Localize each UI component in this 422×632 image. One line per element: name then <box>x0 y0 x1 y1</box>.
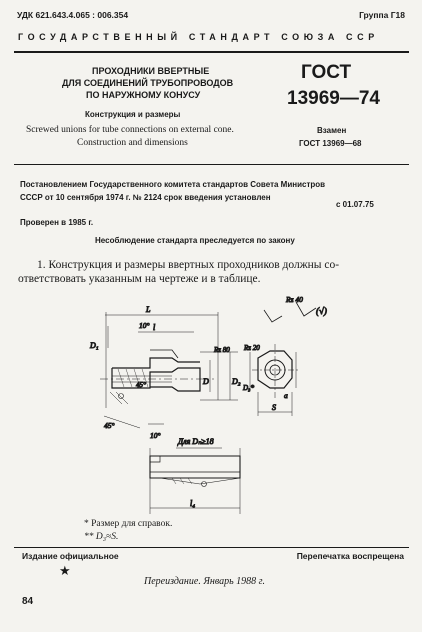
star-mark: ★ <box>59 563 71 578</box>
title-en-2: Construction and dimensions <box>77 138 188 148</box>
title-ru-2: ДЛЯ СОЕДИНЕНИЙ ТРУБОПРОВОДОВ <box>62 78 234 88</box>
dim-D1: D₁ <box>90 341 99 350</box>
dim-D: D <box>203 377 209 386</box>
dim-a: a <box>284 391 288 400</box>
replaces-label: Взамен <box>317 126 347 135</box>
dim-D3: D₃* <box>243 384 254 392</box>
reprint-prohibited: Перепечатка воспрещена <box>296 551 404 561</box>
title-en-1: Screwed unions for tube connections on external cone. <box>26 125 234 135</box>
roughness-80: Rz 80 <box>214 346 230 354</box>
roughness-40: Rz 40 <box>286 295 303 304</box>
angle-10-top: 10° <box>139 321 150 330</box>
udk-code: УДК 621.643.4.065 : 006.354 <box>17 10 129 20</box>
paragraph-1-line-2: ответствовать указанным на чертеже и в таблице. <box>18 273 261 285</box>
dim-S: S <box>272 403 276 412</box>
decree-line-1: Постановлением Государственного комитета стандартов Совета Министров <box>20 180 326 189</box>
replaces-standard: ГОСТ 13969—68 <box>299 139 362 148</box>
paragraph-1-line-1: 1. Конструкция и размеры ввертных проходников должны со- <box>37 259 340 271</box>
effective-date: с 01.07.75 <box>336 200 374 209</box>
end-view <box>250 302 316 416</box>
angle-45: 45° <box>136 381 146 389</box>
standard-banner: ГОСУДАРСТВЕННЫЙ СТАНДАРТ СОЮЗА ССР <box>18 32 379 42</box>
angle-45-bottom: 45° <box>104 421 115 430</box>
checked-year: Проверен в 1985 г. <box>20 218 94 227</box>
group-code: Группа Г18 <box>359 10 405 20</box>
legal-warning: Несоблюдение стандарта преследуется по закону <box>95 236 295 245</box>
check-mark: (√) <box>316 306 327 316</box>
angle-10-bottom: 10° <box>150 431 161 440</box>
reissue-note: Переиздание. Январь 1988 г. <box>144 576 265 587</box>
dim-l4: l₄ <box>190 499 196 508</box>
dim-l: l <box>153 323 156 332</box>
note-d3: ** D₃≈S. <box>84 532 119 542</box>
page-number: 84 <box>22 596 34 607</box>
footer-rule <box>14 547 409 548</box>
gost-label: ГОСТ <box>301 62 352 83</box>
title-ru-1: ПРОХОДНИКИ ВВЕРТНЫЕ <box>92 66 210 76</box>
dim-D2: D₂ <box>232 377 241 386</box>
header-rule <box>14 51 409 53</box>
side-view <box>100 312 238 428</box>
title-ru-sub: Конструкция и размеры <box>85 110 181 119</box>
official-edition: Издание официальное <box>22 551 119 561</box>
title-ru-3: ПО НАРУЖНОМУ КОНУСУ <box>86 90 201 100</box>
roughness-20: Rz 20 <box>244 344 260 352</box>
gost-number: 13969—74 <box>287 88 380 109</box>
title-rule <box>14 164 409 165</box>
note-reference: * Размер для справок. <box>84 519 173 529</box>
dim-L: L <box>146 305 151 314</box>
technical-drawing <box>0 288 422 528</box>
decree-line-2: СССР от 10 сентября 1974 г. № 2124 срок введения установлен <box>20 193 271 202</box>
alt-view-caption: Для Dₙ≥18 <box>178 437 214 446</box>
